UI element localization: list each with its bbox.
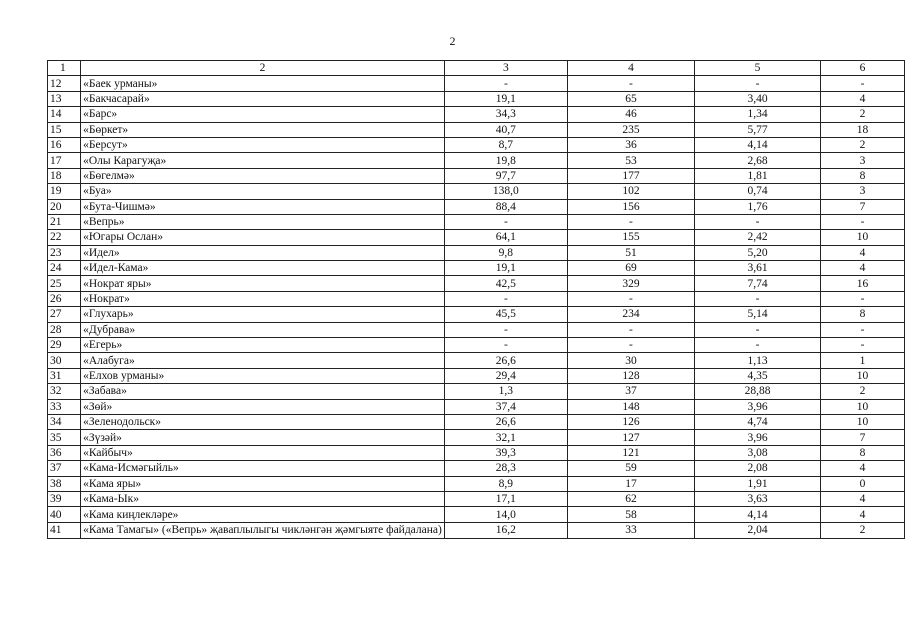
value-cell: 3,96 [694,399,820,414]
value-cell: 2 [821,384,905,399]
table-row [48,137,905,152]
table-row [48,322,905,337]
table-row [48,430,905,445]
column-header: 6 [821,61,905,76]
value-cell: 69 [567,261,694,276]
value-cell: 5,14 [694,307,820,322]
column-header: 5 [694,61,820,76]
value-cell: 4 [821,91,905,106]
name-cell: «Бөркет» [81,122,445,137]
name-cell: «Бөгелмә» [81,168,445,183]
value-cell: 17 [567,476,694,491]
value-cell: 4 [821,491,905,506]
value-cell: 1,81 [694,168,820,183]
table-row [48,107,905,122]
name-cell: «Баек урманы» [81,76,445,91]
table-row [48,384,905,399]
value-cell: 36 [567,137,694,152]
value-cell: 4 [821,261,905,276]
table-row [48,307,905,322]
row-number-cell: 22 [48,230,81,245]
table-row [48,214,905,229]
value-cell: 30 [567,353,694,368]
table-row [48,76,905,91]
name-cell: «Олы Карагуҗа» [81,153,445,168]
name-cell: «Бакчасарай» [81,91,445,106]
table-row [48,476,905,491]
value-cell: 2,04 [694,522,820,538]
value-cell: 46 [567,107,694,122]
value-cell: 28,88 [694,384,820,399]
value-cell: 138,0 [444,184,567,199]
value-cell: 127 [567,430,694,445]
value-cell: 1,3 [444,384,567,399]
value-cell: - [694,338,820,353]
value-cell: 19,1 [444,261,567,276]
value-cell: 42,5 [444,276,567,291]
row-number-cell: 32 [48,384,81,399]
value-cell: 1,34 [694,107,820,122]
row-number-cell: 41 [48,522,81,538]
value-cell: 10 [821,368,905,383]
value-cell: 17,1 [444,491,567,506]
name-cell: «Зүзәй» [81,430,445,445]
row-number-cell: 23 [48,245,81,260]
row-number-cell: 36 [48,445,81,460]
value-cell: 235 [567,122,694,137]
table-row [48,507,905,522]
row-number-cell: 15 [48,122,81,137]
value-cell: 234 [567,307,694,322]
value-cell: - [694,76,820,91]
row-number-cell: 19 [48,184,81,199]
value-cell: 3 [821,184,905,199]
value-cell: 148 [567,399,694,414]
value-cell: 329 [567,276,694,291]
table-row [48,261,905,276]
value-cell: 26,6 [444,353,567,368]
value-cell: - [567,76,694,91]
name-cell: «Идел-Кама» [81,261,445,276]
row-number-cell: 39 [48,491,81,506]
row-number-cell: 18 [48,168,81,183]
value-cell: 62 [567,491,694,506]
name-cell: «Алабуга» [81,353,445,368]
table-row [48,461,905,476]
value-cell: 4 [821,245,905,260]
value-cell: 3,63 [694,491,820,506]
value-cell: 65 [567,91,694,106]
value-cell: - [821,214,905,229]
column-header: 1 [48,61,81,76]
value-cell: 64,1 [444,230,567,245]
name-cell: «Кама-Исмәгыйль» [81,461,445,476]
value-cell: 9,8 [444,245,567,260]
value-cell: 4 [821,507,905,522]
row-number-cell: 24 [48,261,81,276]
name-cell: «Кама киңлекләре» [81,507,445,522]
row-number-cell: 16 [48,137,81,152]
row-number-cell: 34 [48,414,81,429]
value-cell: - [694,214,820,229]
name-cell: «Буа» [81,184,445,199]
value-cell: 39,3 [444,445,567,460]
value-cell: 4,14 [694,507,820,522]
table-row [48,168,905,183]
value-cell: - [567,214,694,229]
value-cell: 59 [567,461,694,476]
name-cell: «Кама Тамагы» («Вепрь» җаваплылыгы чикләнгән җәмгыяте файдалана) [81,522,445,538]
value-cell: 0,74 [694,184,820,199]
table-row [48,491,905,506]
value-cell: 2 [821,522,905,538]
name-cell: «Кайбыч» [81,445,445,460]
value-cell: - [821,338,905,353]
value-cell: 156 [567,199,694,214]
value-cell: 16,2 [444,522,567,538]
value-cell: 53 [567,153,694,168]
table-row [48,291,905,306]
value-cell: 1 [821,353,905,368]
table-row [48,445,905,460]
value-cell: 28,3 [444,461,567,476]
value-cell: 8 [821,307,905,322]
value-cell: 1,76 [694,199,820,214]
value-cell: 4,14 [694,137,820,152]
row-number-cell: 33 [48,399,81,414]
row-number-cell: 35 [48,430,81,445]
value-cell: 8,7 [444,137,567,152]
value-cell: 3 [821,153,905,168]
table-row [48,184,905,199]
table-row [48,122,905,137]
table-row [48,338,905,353]
value-cell: 2,42 [694,230,820,245]
value-cell: - [444,338,567,353]
name-cell: «Егерь» [81,338,445,353]
value-cell: 128 [567,368,694,383]
value-cell: 10 [821,414,905,429]
table-row [48,245,905,260]
value-cell: 18 [821,122,905,137]
row-number-cell: 27 [48,307,81,322]
value-cell: 4,35 [694,368,820,383]
name-cell: «Кама яры» [81,476,445,491]
value-cell: 5,20 [694,245,820,260]
value-cell: - [444,322,567,337]
name-cell: «Зеленодольск» [81,414,445,429]
name-cell: «Нократ» [81,291,445,306]
name-cell: «Берсут» [81,137,445,152]
value-cell: 2,68 [694,153,820,168]
row-number-cell: 20 [48,199,81,214]
value-cell: 4 [821,461,905,476]
value-cell: 3,08 [694,445,820,460]
row-number-cell: 13 [48,91,81,106]
name-cell: «Кама-Ык» [81,491,445,506]
value-cell: 8 [821,168,905,183]
header-row [48,61,905,76]
value-cell: - [567,322,694,337]
row-number-cell: 28 [48,322,81,337]
value-cell: 97,7 [444,168,567,183]
value-cell: 40,7 [444,122,567,137]
value-cell: 3,96 [694,430,820,445]
value-cell: - [444,76,567,91]
value-cell: 7 [821,199,905,214]
value-cell: - [821,291,905,306]
value-cell: 37,4 [444,399,567,414]
row-number-cell: 31 [48,368,81,383]
row-number-cell: 14 [48,107,81,122]
value-cell: 29,4 [444,368,567,383]
value-cell: 19,8 [444,153,567,168]
value-cell: 26,6 [444,414,567,429]
row-number-cell: 12 [48,76,81,91]
table-row [48,368,905,383]
table-row [48,230,905,245]
row-number-cell: 40 [48,507,81,522]
row-number-cell: 37 [48,461,81,476]
value-cell: 2,08 [694,461,820,476]
value-cell: 10 [821,399,905,414]
value-cell: - [567,338,694,353]
table-row [48,353,905,368]
value-cell: 58 [567,507,694,522]
value-cell: 121 [567,445,694,460]
column-header: 3 [444,61,567,76]
name-cell: «Идел» [81,245,445,260]
row-number-cell: 38 [48,476,81,491]
name-cell: «Зөй» [81,399,445,414]
value-cell: 14,0 [444,507,567,522]
table-row [48,414,905,429]
value-cell: - [567,291,694,306]
table-row [48,276,905,291]
value-cell: - [821,322,905,337]
row-number-cell: 30 [48,353,81,368]
value-cell: - [444,214,567,229]
value-cell: 5,77 [694,122,820,137]
value-cell: 8,9 [444,476,567,491]
name-cell: «Бута-Чишмә» [81,199,445,214]
value-cell: - [444,291,567,306]
name-cell: «Дубрава» [81,322,445,337]
value-cell: 88,4 [444,199,567,214]
column-header: 2 [81,61,445,76]
value-cell: 0 [821,476,905,491]
value-cell: 7,74 [694,276,820,291]
value-cell: 3,61 [694,261,820,276]
value-cell: 10 [821,230,905,245]
value-cell: 16 [821,276,905,291]
value-cell: - [821,76,905,91]
name-cell: «Барс» [81,107,445,122]
value-cell: 2 [821,107,905,122]
value-cell: 1,13 [694,353,820,368]
value-cell: 45,5 [444,307,567,322]
value-cell: - [694,322,820,337]
value-cell: 102 [567,184,694,199]
value-cell: 3,40 [694,91,820,106]
value-cell: 4,74 [694,414,820,429]
data-table [47,60,905,539]
value-cell: 155 [567,230,694,245]
value-cell: 34,3 [444,107,567,122]
name-cell: «Вепрь» [81,214,445,229]
table-row [48,153,905,168]
row-number-cell: 17 [48,153,81,168]
name-cell: «Забава» [81,384,445,399]
value-cell: 19,1 [444,91,567,106]
row-number-cell: 26 [48,291,81,306]
value-cell: 8 [821,445,905,460]
value-cell: 33 [567,522,694,538]
value-cell: 1,91 [694,476,820,491]
value-cell: 177 [567,168,694,183]
value-cell: 7 [821,430,905,445]
value-cell: 37 [567,384,694,399]
name-cell: «Глухарь» [81,307,445,322]
row-number-cell: 25 [48,276,81,291]
name-cell: «Нократ яры» [81,276,445,291]
value-cell: 126 [567,414,694,429]
column-header: 4 [567,61,694,76]
name-cell: «Югары Ослан» [81,230,445,245]
value-cell: 2 [821,137,905,152]
table-row [48,399,905,414]
row-number-cell: 29 [48,338,81,353]
value-cell: 32,1 [444,430,567,445]
value-cell: - [694,291,820,306]
value-cell: 51 [567,245,694,260]
row-number-cell: 21 [48,214,81,229]
page-number: 2 [449,34,456,48]
name-cell: «Елхов урманы» [81,368,445,383]
table-row [48,199,905,214]
table-row [48,91,905,106]
table-row [48,522,905,538]
